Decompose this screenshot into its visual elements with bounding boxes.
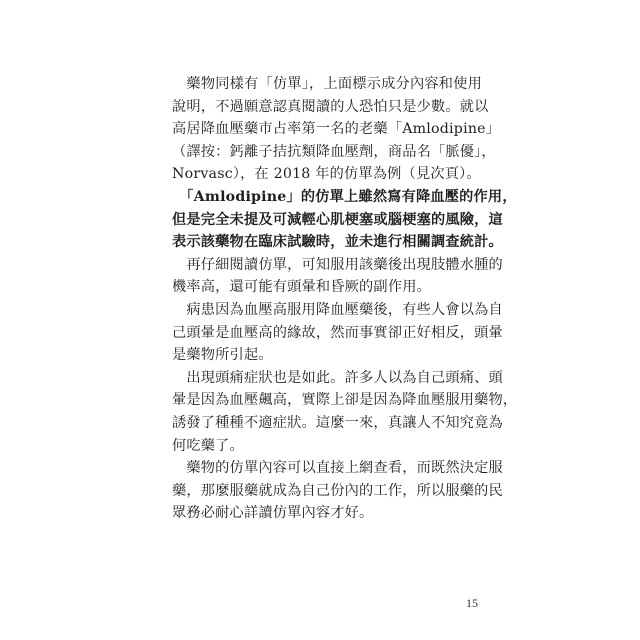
- text-line: 誘發了種種不適症狀。這麼一來，真讓人不知究竟為: [172, 414, 503, 431]
- text-line: Norvasc），在 2018 年的仿單為例（見次頁）。: [172, 166, 481, 183]
- text-line: 高居降血壓藥市占率第一名的老藥「Amlodipine」: [172, 121, 501, 138]
- text-line: 藥，那麼服藥就成為自己份內的工作，所以服藥的民: [172, 482, 503, 499]
- text-line: （譯按：鈣離子拮抗類降血壓劑，商品名「脈優」，: [172, 143, 496, 160]
- text-line: 病患因為血壓高服用降血壓藥後，有些人會以為自: [172, 301, 503, 318]
- text-line: 機率高，還可能有頭暈和昏厥的副作用。: [172, 279, 431, 296]
- emphasized-text-line: 表示該藥物在臨床試驗時，並未進行相關調查統計。: [172, 234, 503, 251]
- text-line: 出現頭痛症狀也是如此。許多人以為自己頭痛、頭: [172, 369, 503, 386]
- text-line: 藥物同樣有「仿單」，上面標示成分內容和使用: [172, 76, 482, 92]
- text-line: 何吃藥了。: [172, 437, 244, 454]
- text-line: 眾務必耐心詳讀仿單內容才好。: [172, 505, 374, 522]
- emphasized-text-line: 但是完全未提及可減輕心肌梗塞或腦梗塞的風險，這: [172, 211, 503, 228]
- text-line: 己頭暈是血壓高的緣故，然而事實卻正好相反，頭暈: [172, 324, 503, 341]
- text-line: 說明，不過願意認真閱讀的人恐怕只是少數。就以: [172, 98, 489, 115]
- text-line: 再仔細閱讀仿單，可知服用該藥後出現肢體水腫的: [172, 256, 503, 273]
- text-line: 暈是因為血壓飆高，實際上卻是因為降血壓服用藥物，: [172, 392, 518, 409]
- text-line: 是藥物所引起。: [172, 347, 273, 364]
- text-line: 藥物的仿單內容可以直接上網查看，而既然決定服: [172, 460, 503, 477]
- emphasized-text-line: 「Amlodipine」的仿單上雖然寫有降血壓的作用，: [172, 188, 517, 205]
- body-text: [172, 73, 518, 525]
- page-number: 15: [466, 596, 478, 610]
